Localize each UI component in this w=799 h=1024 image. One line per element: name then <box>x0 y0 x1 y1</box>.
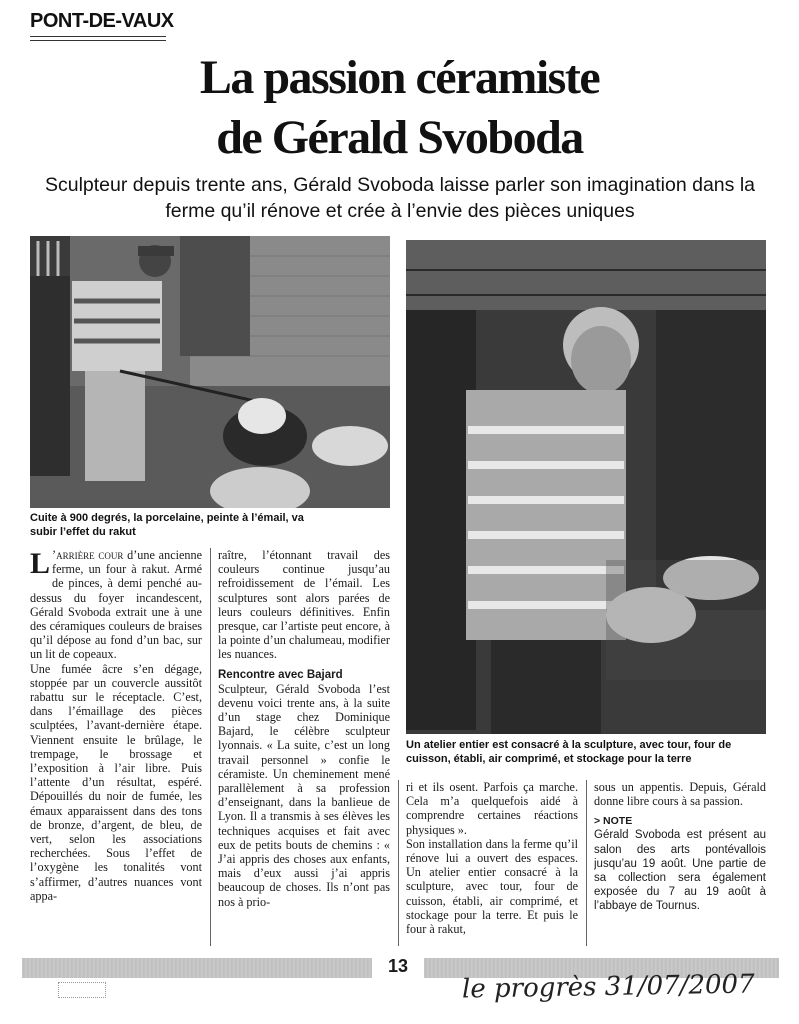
lead-in: ’arrière cour <box>52 548 124 562</box>
scan-mark <box>58 982 106 998</box>
standfirst: Sculpteur depuis trente ans, Gérald Svoboda laisse parler son imagination dans la ferme qu’il rénove et crée à l’envie des pièces uniques <box>44 174 755 222</box>
column-divider <box>210 548 211 946</box>
photo-raku-firing-image <box>30 236 390 508</box>
footer-bar-left <box>22 958 372 978</box>
note-label: > NOTE <box>594 815 633 828</box>
paragraph-intro-text: d’une ancienne ferme, un four à rakut. Armé de pinces, à demi penché au-dessus du foyer incandescent, Gérald Svoboda extrait une à une des céramiques couleurs de braises qu’il dépose au fond d’un bac, sur un lit de copeaux. <box>30 548 202 662</box>
photo-sculpture-workshop-image <box>406 240 766 734</box>
paragraph: Sculpteur, Gérald Svoboda l’est devenu voici trente ans, à la suite d’un stage chez Dominique Bajard, le célèbre sculpteur lyonnais. « La suite, c’est un long travail personnel » confie le céramiste. Un cheminement mené parallèlement à sa profession d’enseignant, dans la banlieue de Lyon. Il a transmis à ses élèves les techniques acquises et fait avec eux de petits bouts de chemins : « J’ai appris des choses aux enfants, mais d’eux aussi j’ai appris beaucoup de choses. Ils n’ont pas nos à prio- <box>218 681 390 909</box>
headline-line-2: de Gérald Svoboda <box>216 111 583 164</box>
drop-cap: L <box>30 548 51 580</box>
photo-sculpture-workshop <box>406 240 766 734</box>
paragraph: Son installation dans la ferme qu’il rénove lui a ouvert des espaces. Un atelier entier consacré à la sculpture, avec tour, four de cuisson, établi, air comprimé, et stockage pour la terre. Et puis le four à rakut, <box>406 836 578 937</box>
section-rubric: PONT-DE-VAUX <box>30 10 174 32</box>
headline-line-1: La passion céramiste <box>199 51 600 104</box>
paragraph-intro <box>30 548 202 662</box>
rubric-underline <box>30 36 166 41</box>
paragraph: raître, l’étonnant travail des couleurs continue jusqu’au refroidissement de l’émail. Les sculptures sont alors parées de leurs couleurs définitives. Enfin presque, car l’artiste peut encore, à la pointe d’un chalumeau, modifier les nuances. <box>218 548 390 662</box>
article-column-4 <box>594 780 766 948</box>
paragraph: Une fumée âcre s’en dégage, stoppée par un couvercle aussitôt rabattu sur le réceptacle. C’est, dans l’émaillage des pièces sculptées, l’avant-dernière étape. Viennent ensuite le brûlage, le trempage, le brossage et l’exposition à l’air libre. Puis l’attente d’un résultat, espéré. Dépouillés du noir de fumée, les émaux apparaissent dans des tons de bronze, d’argent, de bleu, de vert, selon les associations recherchées. Sous l’effet de l’oxygène les tonalités vont s’affirmer, d’autres nuances vont appa- <box>30 661 202 903</box>
caption-right-photo: Un atelier entier est consacré à la sculpture, avec tour, four de cuisson, établi, air comprimé, et stockage pour la terre <box>406 739 732 765</box>
column-divider <box>586 780 587 946</box>
paragraph: ri et ils osent. Parfois ça marche. Cela m’a quelquefois aidé à comprendre certaines réactions physiques ». <box>406 780 578 837</box>
note-text: Gérald Svoboda est présent au salon des arts pontévallois jusqu’au 19 août. Une partie de sa collection sera également exposée du 7 au 19 août à l’abbaye de Tournus. <box>594 829 766 913</box>
subheading: Rencontre avec Bajard <box>218 668 343 681</box>
paragraph: sous un appentis. Depuis, Gérald donne libre cours à sa passion. <box>594 780 766 809</box>
photo-raku-firing <box>30 236 390 508</box>
handwritten-source-note: le progrès 31/07/2007 <box>461 969 755 1005</box>
article-column-1 <box>30 548 202 948</box>
page-number: 13 <box>387 956 409 976</box>
caption-left-photo: Cuite à 900 degrés, la porcelaine, peinte à l’émail, va subir l’effet du rakut <box>30 512 304 538</box>
article-column-2 <box>218 548 390 948</box>
article-column-3 <box>406 780 578 948</box>
column-divider <box>398 780 399 946</box>
